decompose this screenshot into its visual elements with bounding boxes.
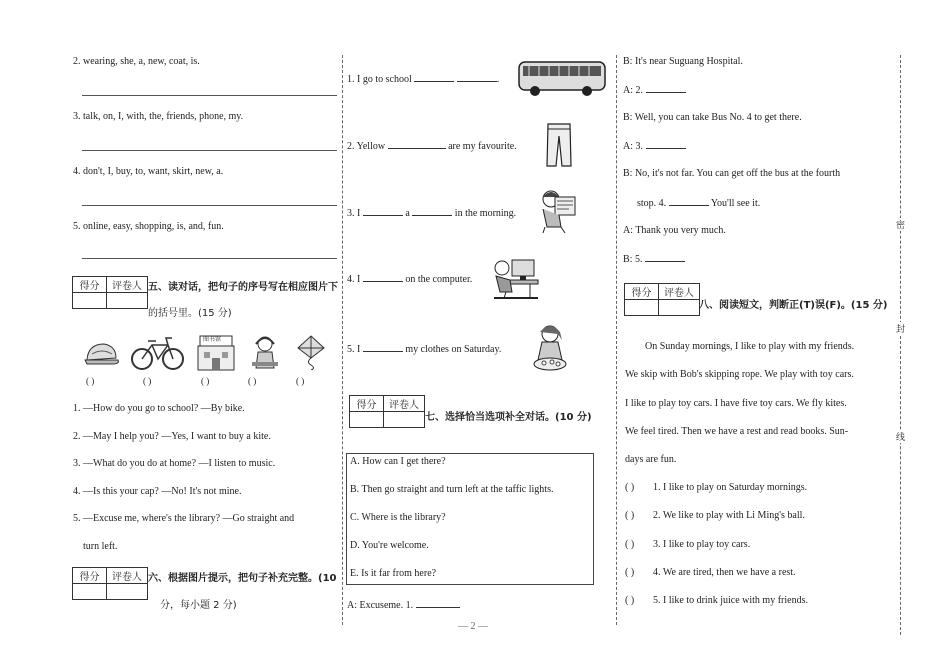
score-label: 得分 — [73, 568, 107, 584]
picture-bracket-1[interactable]: ( ) — [86, 376, 95, 386]
dialog-a3-text: A: 3. — [623, 141, 643, 152]
score-label: 得分 — [625, 284, 659, 300]
sec8-heading: 八、阅读短文，判断正(T)误(F)。(15 分) — [699, 300, 888, 311]
blank[interactable] — [363, 272, 403, 282]
blank[interactable] — [388, 139, 446, 149]
option-d: D. You're welcome. — [350, 540, 429, 551]
page-number: — 2 — — [458, 621, 488, 632]
answer-line-q2[interactable] — [82, 95, 337, 96]
grader-label: 评卷人 — [107, 568, 148, 584]
sec6-q4-end: on the computer. — [405, 274, 473, 285]
tf-bracket-1[interactable]: ( ) — [625, 482, 635, 493]
answer-line-q4[interactable] — [82, 205, 337, 206]
sec4-q3: 3. talk, on, I, with, the, friends, phone, my. — [73, 111, 244, 122]
bike-picture — [130, 333, 185, 371]
blank[interactable] — [646, 83, 686, 93]
score-box-sec5 — [72, 276, 148, 309]
answer-line-q5[interactable] — [82, 258, 337, 259]
tf-item-4: 4. We are tired, then we have a rest. — [653, 567, 796, 578]
picture-bracket-4[interactable]: ( ) — [248, 376, 257, 386]
sec6-q2-end: are my favourite. — [448, 141, 517, 152]
sec6-q5 — [347, 342, 501, 356]
blank[interactable] — [412, 206, 452, 216]
dialog-a2 — [623, 83, 686, 97]
passage-line-1: On Sunday mornings, I like to play with my friends. — [645, 341, 855, 352]
passage-line-4: We feel tired. Then we have a rest and read books. Sun- — [625, 426, 849, 437]
score-cell[interactable] — [350, 412, 384, 428]
period: . — [496, 74, 500, 85]
binding-label-mi: 密 — [896, 218, 905, 231]
dialog-b1: B: It's near Suguang Hospital. — [623, 56, 743, 67]
dialog-a2-text: A: 2. — [623, 85, 643, 96]
sec5-heading-2: 的括号里。(15 分) — [148, 308, 232, 319]
sec4-q5: 5. online, easy, shopping, is, and, fun. — [73, 221, 224, 232]
passage-line-2: We skip with Bob's skipping rope. We play with toy cars. — [625, 369, 854, 380]
reading-newspaper-picture — [537, 187, 579, 235]
option-a: A. How can I get there? — [350, 456, 446, 467]
binding-label-xian: 线 — [896, 430, 905, 443]
score-cell[interactable] — [625, 300, 659, 316]
dialog-b3-end: You'll see it. — [710, 198, 761, 209]
dialog-b3-line1: B: No, it's not far. You can get off the bus at the fourth — [623, 168, 841, 179]
option-b: B. Then go straight and turn left at the taffic lights. — [350, 484, 554, 495]
bus-picture — [517, 58, 607, 98]
tf-item-1: 1. I like to play on Saturday mornings. — [653, 482, 808, 493]
cap-picture — [82, 338, 120, 368]
sec6-heading-1: 六、根据图片提示，把句子补充完整。(10 — [148, 573, 337, 584]
blank[interactable] — [416, 598, 460, 608]
sec5-q1: 1. —How do you go to school? —By bike. — [73, 403, 245, 414]
dialog-a1-text: A: Excuseme. 1. — [347, 600, 414, 611]
tf-bracket-2[interactable]: ( ) — [625, 510, 635, 521]
grader-label: 评卷人 — [107, 277, 148, 293]
tf-bracket-5[interactable]: ( ) — [625, 595, 635, 606]
sec4-q2: 2. wearing, she, a, new, coat, is. — [73, 56, 200, 67]
trousers-picture — [545, 122, 573, 168]
grader-cell[interactable] — [384, 412, 425, 428]
sec6-q4 — [347, 272, 472, 286]
sec6-q3 — [347, 206, 516, 220]
dialog-b2: B: Well, you can take Bus No. 4 to get there. — [623, 112, 802, 123]
score-box-sec8 — [624, 283, 700, 316]
grader-cell[interactable] — [659, 300, 700, 316]
picture-bracket-5[interactable]: ( ) — [296, 376, 305, 386]
grader-cell[interactable] — [107, 293, 148, 309]
tf-item-3: 3. I like to play toy cars. — [653, 539, 751, 550]
sec6-q4-text: 4. I — [347, 274, 361, 285]
sec6-q5-text: 5. I — [347, 344, 361, 355]
kite-picture — [294, 334, 328, 370]
sec5-q5-line1: 5. —Excuse me, where's the library? —Go straight and — [73, 513, 295, 524]
sec5-heading-1: 五、读对话，把句子的序号写在相应图片下 — [148, 282, 338, 293]
blank[interactable] — [414, 72, 454, 82]
dialog-b5-text: B: 5. — [623, 254, 643, 265]
library-sign: 图书馆 — [203, 336, 222, 343]
score-cell[interactable] — [73, 293, 107, 309]
sec5-q3: 3. —What do you do at home? —I listen to music. — [73, 458, 276, 469]
blank[interactable] — [363, 342, 403, 352]
blank[interactable] — [669, 196, 709, 206]
option-c: C. Where is the library? — [350, 512, 446, 523]
sec6-q3-text: 3. I — [347, 208, 361, 219]
score-label: 得分 — [73, 277, 107, 293]
score-label: 得分 — [350, 396, 384, 412]
grader-label: 评卷人 — [384, 396, 425, 412]
sec6-q1 — [347, 72, 499, 86]
blank[interactable] — [457, 72, 497, 82]
grader-cell[interactable] — [107, 584, 148, 600]
dialog-a1 — [347, 598, 460, 612]
washing-clothes-picture — [528, 322, 578, 374]
tf-bracket-3[interactable]: ( ) — [625, 539, 635, 550]
score-box-sec6 — [72, 567, 148, 600]
sec6-q5-end: my clothes on Saturday. — [405, 344, 502, 355]
sec6-heading-2: 分，每小题 2 分) — [160, 600, 237, 611]
sec7-heading: 七、选择恰当选项补全对话。(10 分) — [425, 412, 592, 423]
tf-bracket-4[interactable]: ( ) — [625, 567, 635, 578]
column-divider-right — [616, 55, 617, 625]
music-picture — [248, 334, 282, 370]
blank[interactable] — [646, 139, 686, 149]
dialog-b3-stop: stop. 4. — [637, 198, 667, 209]
tf-item-2: 2. We like to play with Li Ming's ball. — [653, 510, 805, 521]
sec6-q2-text: 2. Yellow — [347, 141, 386, 152]
binding-line — [900, 55, 901, 635]
sec4-q4: 4. don't, I, buy, to, want, skirt, new, a. — [73, 166, 224, 177]
sec5-q2: 2. —May I help you? —Yes, I want to buy a kite. — [73, 431, 271, 442]
picture-bracket-2[interactable]: ( ) — [143, 376, 152, 386]
binding-label-feng: 封 — [896, 322, 905, 335]
option-e: E. Is it far from here? — [350, 568, 437, 579]
sec6-q2 — [347, 139, 517, 153]
score-box-sec7 — [349, 395, 425, 428]
answer-line-q3[interactable] — [82, 150, 337, 151]
passage-line-3: I like to play toy cars. I have five toy cars. We fly kites. — [625, 398, 847, 409]
blank[interactable] — [645, 252, 685, 262]
score-cell[interactable] — [73, 584, 107, 600]
blank[interactable] — [363, 206, 403, 216]
column-divider-left — [342, 55, 343, 625]
computer-picture — [490, 252, 542, 302]
dialog-a4: A: Thank you very much. — [623, 225, 726, 236]
dialog-b3-line2 — [637, 196, 760, 210]
picture-bracket-3[interactable]: ( ) — [201, 376, 210, 386]
sec5-q5-line2: turn left. — [83, 541, 118, 552]
sec6-q1-text: 1. I go to school — [347, 74, 412, 85]
grader-label: 评卷人 — [659, 284, 700, 300]
sec6-q3-end: in the morning. — [454, 208, 517, 219]
sec6-q3-a: a — [405, 208, 410, 219]
sec5-q4: 4. —Is this your cap? —No! It's not mine. — [73, 486, 242, 497]
tf-item-5: 5. I like to drink juice with my friends. — [653, 595, 808, 606]
passage-line-5: days are fun. — [625, 454, 677, 465]
dialog-b5 — [623, 252, 685, 266]
dialog-a3 — [623, 139, 686, 153]
